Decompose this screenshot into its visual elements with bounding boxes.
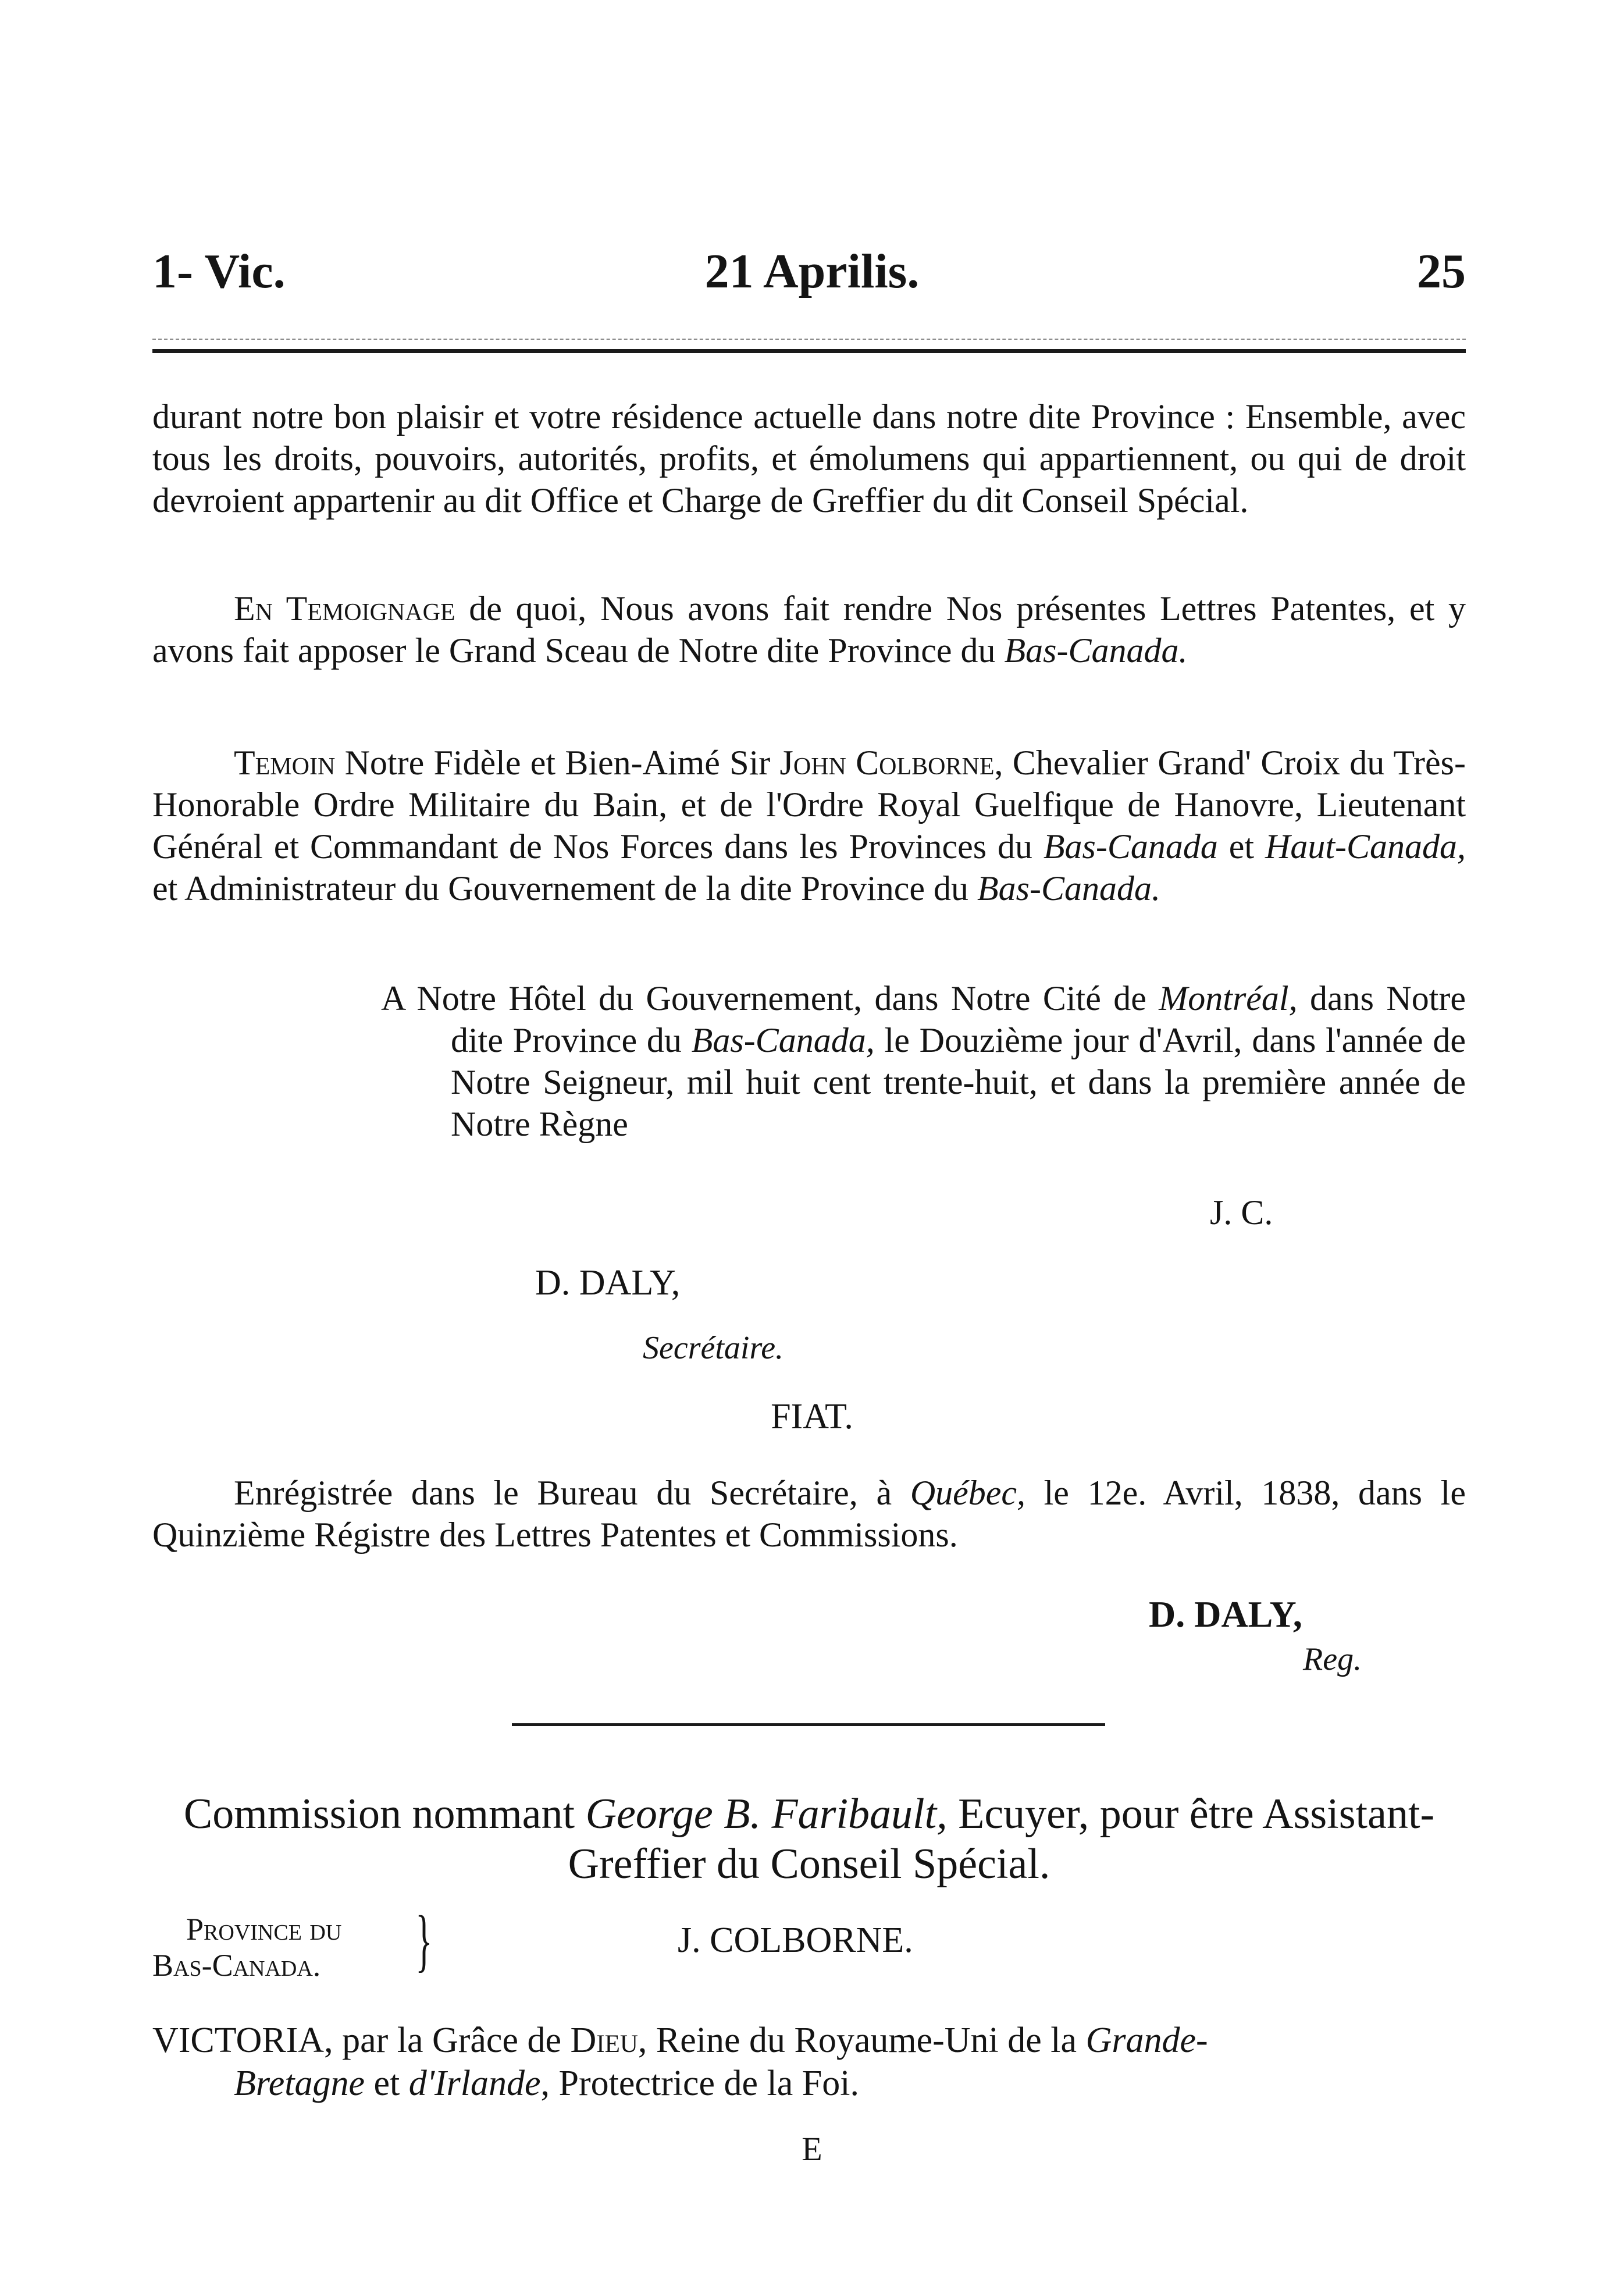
- italic-run: Bretagne: [234, 2064, 365, 2103]
- italic-run: Bas-Canada.: [1004, 631, 1188, 670]
- province-line-2: Bas-Canada.: [152, 1948, 321, 1983]
- lead-words: En Temoignage: [234, 589, 455, 628]
- text-run: Chevalier Grand' Croix du Très-Honorable Ordre Militaire du Bain, et de l'Ordre Royal Guelfique de Hanovre, Lieutenant Général et Commandant de Nos Forces dans les Provinces du: [152, 744, 1466, 866]
- italic-run: Montréal,: [1159, 979, 1298, 1018]
- text-run: de quoi, Nous avons fait rendre Nos présentes Lettres Patentes, et y avons fait apposer le Grand Sceau de Notre dite Province du: [152, 589, 1466, 670]
- text-run: le Douzième jour d'Avril, dans l'année de Notre Seigneur, mil huit cent trente-huit, et dans la première année de Notre Règne: [451, 1021, 1466, 1143]
- text-run: le 12e. Avril, 1838, dans le Quinzième Régistre des Lettres Patentes et Commissions.: [152, 1474, 1466, 1554]
- continuation-paragraph: [152, 396, 1466, 521]
- text-run: et Administrateur du Gouvernement de la dite Province du: [152, 869, 977, 908]
- text-run: A Notre Hôtel du Gouvernement, dans Notre Cité de: [381, 979, 1159, 1018]
- secretary-title: Secrétaire.: [643, 1330, 784, 1366]
- governor-signature: J. COLBORNE.: [678, 1920, 913, 1960]
- italic-run: Grande-: [1085, 2021, 1208, 2060]
- italic-run: Québec,: [910, 1474, 1025, 1512]
- secretary-signature: D. DALY,: [535, 1263, 681, 1303]
- italic-run: Bas-Canada.: [977, 869, 1160, 908]
- page-number: 25: [1417, 244, 1466, 298]
- place-and-date-paragraph: [381, 977, 1466, 1145]
- preamble-continuation: [152, 2062, 1466, 2105]
- province-label: [152, 1911, 341, 1983]
- text-run: Notre Fidèle et Bien-Aimé Sir: [335, 744, 780, 782]
- header-rule-thin: [152, 339, 1466, 340]
- lead-words: Temoin: [234, 744, 336, 782]
- text-run: , Protectrice de la Foi.: [540, 2064, 859, 2103]
- text-run: VICTORIA, par la Grâce de: [152, 2021, 571, 2060]
- registration-paragraph: [152, 1472, 1466, 1556]
- registrar-signature: D. DALY,: [1149, 1594, 1302, 1635]
- text-run: et: [364, 2064, 409, 2103]
- brace-icon: }: [415, 1901, 433, 1979]
- running-head-regnal-year: 1- Vic.: [152, 244, 286, 298]
- catchword: E: [802, 2130, 822, 2168]
- temoignage-paragraph: [152, 588, 1466, 671]
- initials: J. C.: [1210, 1193, 1273, 1232]
- italic-run: d'Irlande: [408, 2064, 541, 2103]
- fiat: FIAT.: [771, 1397, 853, 1436]
- small-caps-run: Dieu: [570, 2021, 638, 2060]
- italic-run: Haut-Canada,: [1265, 827, 1466, 866]
- person-name: John Colborne,: [779, 744, 1003, 782]
- text-run: et: [1217, 827, 1265, 866]
- text-run: Enrégistrée dans le Bureau du Secrétaire, à: [234, 1474, 910, 1512]
- text-run: Ecuyer, pour être Assistant-Greffier du Conseil Spécial.: [568, 1790, 1435, 1888]
- paragraph-text: [152, 742, 1466, 909]
- registrar-title: Reg.: [1303, 1641, 1362, 1677]
- commission-heading: [152, 1789, 1466, 1889]
- temoin-paragraph: [152, 742, 1466, 909]
- text-run: Commission nommant: [183, 1790, 586, 1838]
- header-rule: [152, 349, 1466, 353]
- italic-run: Bas-Canada,: [691, 1021, 875, 1059]
- running-head-date: 21 Aprilis.: [704, 244, 920, 298]
- victoria-preamble: [152, 2019, 1466, 2105]
- italic-run: George B. Faribault,: [585, 1790, 948, 1838]
- section-divider: [512, 1723, 1105, 1726]
- paragraph-text: durant notre bon plaisir et votre résidence actuelle dans notre dite Province : Ensemble, avec tous les droits, pouvoirs, autorités, profits, et émolumens qui appartiennent, ou qui de droit devroient appartenir au dit Office et Charge de Greffier du dit Conseil Spécial.: [152, 397, 1466, 520]
- italic-run: Bas-Canada: [1043, 827, 1218, 866]
- paragraph-text: [152, 1472, 1466, 1556]
- paragraph-text: [152, 588, 1466, 671]
- province-line-1: Province du: [186, 1912, 342, 1947]
- text-run: , Reine du Royaume-Uni de la: [638, 2021, 1086, 2060]
- text-run: dans Notre dite Province du: [451, 979, 1466, 1059]
